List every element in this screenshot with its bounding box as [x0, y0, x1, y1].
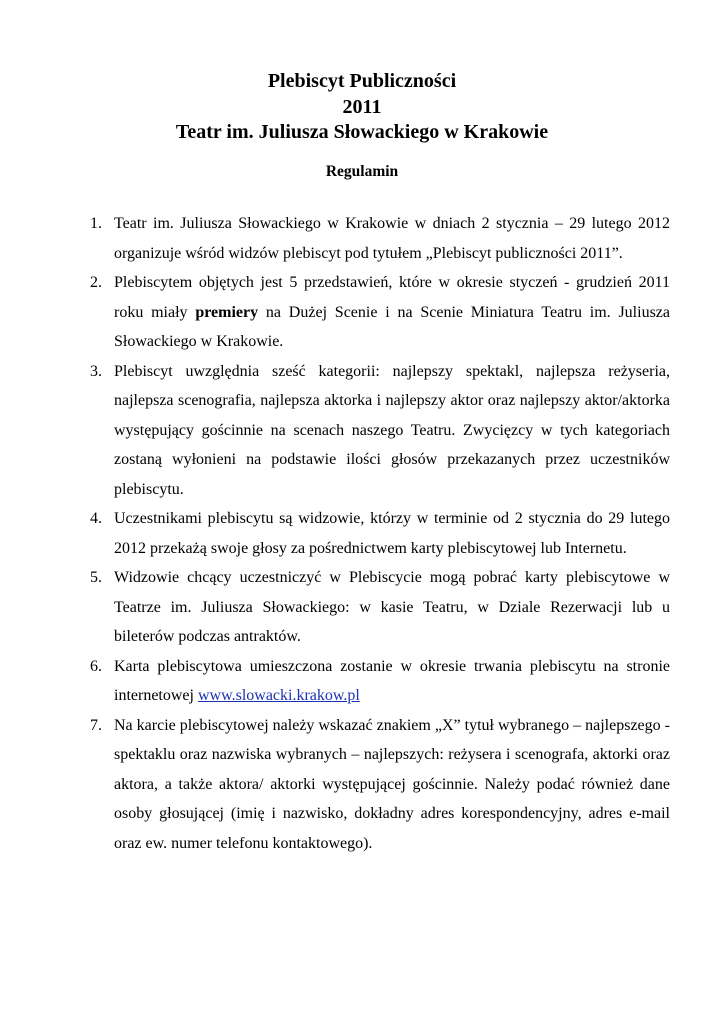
rule-text: Uczestnikami plebiscytu są widzowie, którzy w terminie od 2 stycznia do 29 lutego 2012 przekażą swoje głosy za pośrednictwem karty plebiscytowej lub Internetu. [114, 510, 670, 557]
document-title-line-2: 2011 [342, 96, 382, 118]
rule-text-part: Karta plebiscytowa umieszczona zostanie w okresie trwania plebiscytu na stronie internetowej [114, 657, 670, 704]
rule-text: Widzowie chcący uczestniczyć w Plebiscycie mogą pobrać karty plebiscytowe w Teatrze im. Juliusza Słowackiego: w kasie Teatru, w Dziale Rezerwacji lub u bileterów podczas antraktów. [114, 569, 670, 645]
rule-item-3 [90, 357, 670, 505]
premieres-emphasis: premiery [195, 303, 259, 321]
document-title-line-3: Teatr im. Juliusza Słowackiego w Krakowie [175, 121, 549, 143]
rule-number: 4. [90, 510, 102, 527]
document-title-line-1: Plebiscyt Publiczności [267, 70, 457, 92]
rule-number: 2. [90, 274, 102, 291]
rule-text-part: na Dużej Scenie i na Scenie Miniatura Teatru im. Juliusza Słowackiego w Krakowie. [114, 303, 671, 350]
rule-item-4 [90, 504, 670, 563]
rule-text [114, 268, 670, 357]
rule-number: 1. [90, 215, 102, 232]
rule-item-2 [90, 268, 670, 357]
rule-number: 6. [90, 657, 102, 675]
rule-item-1 [90, 209, 670, 268]
rule-text-part: Plebiscytem objętych jest 5 przedstawień, które w okresie styczeń - grudzień 2011 roku miały [114, 274, 670, 321]
rules-list [90, 209, 670, 858]
rule-text: Teatr im. Juliusza Słowackiego w Krakowie w dniach 2 stycznia – 29 lutego 2012 organizuje wśród widzów plebiscyt pod tytułem „Plebiscyt publiczności 2011”. [114, 215, 670, 262]
rule-text: Plebiscyt uwzględnia sześć kategorii: najlepszy spektakl, najlepsza reżyseria, najlepsza scenografia, najlepsza aktorka i najlepszy aktor oraz najlepszy aktor/aktorka występujący gościnnie na scenach naszego Teatru. Zwycięzcy w tych kategoriach zostaną wyłonieni na podstawie ilości głosów przekazanych przez uczestników plebiscytu. [114, 362, 670, 498]
rule-number: 3. [90, 362, 102, 380]
document-subtitle: Regulamin [325, 163, 399, 180]
rule-number: 7. [90, 716, 102, 734]
rule-text [114, 652, 670, 711]
website-link[interactable]: www.slowacki.krakow.pl [197, 687, 360, 704]
rule-number: 5. [90, 569, 102, 586]
rule-text: Na karcie plebiscytowej należy wskazać znakiem „X” tytuł wybranego – najlepszego - spektaklu oraz nazwiska wybranych – najlepszych: reżysera i scenografa, aktorki oraz aktora, a także aktora/ aktorki występującej gościnnie. Należy podać również dane osoby głosującej (imię i nazwisko, dokładny adres korespondencyjny, adres e-mail oraz ew. numer telefonu kontaktowego). [114, 716, 670, 852]
rule-item-7 [90, 711, 670, 859]
rule-item-6 [90, 652, 670, 711]
rule-item-5 [90, 563, 670, 652]
